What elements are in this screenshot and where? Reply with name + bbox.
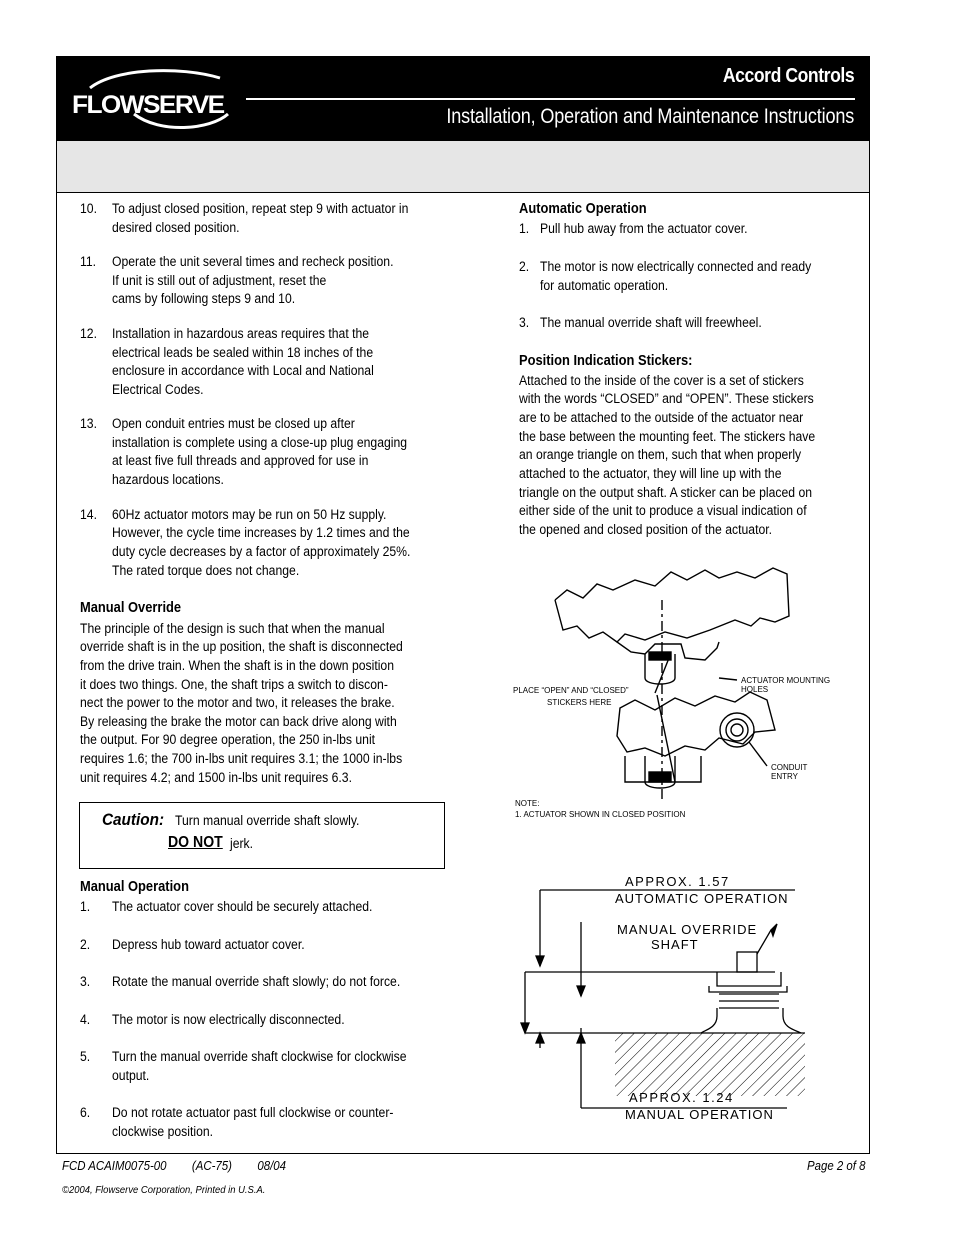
do-not-text: jerk.	[230, 836, 254, 852]
place-stickers-label: PLACE “OPEN” AND “CLOSED”	[513, 686, 629, 695]
approx-manual-label: APPROX. 1.24	[629, 1090, 734, 1105]
step-number: 6.	[80, 1105, 91, 1121]
paragraph-line: By releasing the brake the motor can back drive along with	[80, 714, 397, 730]
step-text: for automatic operation.	[540, 278, 669, 294]
paragraph-line: override shaft is in the up position, the shaft is disconnected	[80, 639, 403, 655]
figure-note-text: 1. ACTUATOR SHOWN IN CLOSED POSITION	[515, 810, 686, 819]
step-number: 2.	[519, 259, 530, 275]
step-text: hazardous locations.	[112, 472, 224, 488]
step-number: 2.	[80, 937, 91, 953]
logo-text: FLOWSERVE	[72, 91, 224, 119]
step-text: Operate the unit several times and recheck position.	[112, 254, 394, 270]
header-subtitle: Installation, Operation and Maintenance Instructions	[446, 105, 854, 128]
paragraph-line: triangle on the output shaft. A sticker can be placed on	[519, 485, 813, 501]
paragraph-line: the base between the mounting feet. The stickers have	[519, 429, 816, 445]
step-text: electrical leads be sealed within 18 inches of the	[112, 345, 374, 361]
caution-box	[79, 802, 445, 869]
step-number: 12.	[80, 326, 97, 342]
step-text: If unit is still out of adjustment, reset the	[112, 273, 327, 289]
step-text: enclosure in accordance with Local and National	[112, 363, 374, 379]
header-divider	[246, 98, 855, 100]
automatic-operation-label: AUTOMATIC OPERATION	[615, 891, 789, 906]
conduit-entry-label: CONDUIT	[771, 763, 808, 772]
paragraph-line: the opened and closed position of the actuator.	[519, 522, 773, 538]
flowserve-logo	[70, 64, 242, 134]
step-number: 10.	[80, 201, 97, 217]
section-heading: Manual Override	[80, 599, 182, 616]
shaft-dimension-figure	[505, 868, 825, 1130]
step-text: 60Hz actuator motors may be run on 50 Hz supply.	[112, 507, 387, 523]
footer-document-id: FCD ACAIM0075-00 (AC-75) 08/04	[62, 1158, 287, 1173]
conduit-entry-label-2: ENTRY	[771, 772, 798, 781]
paragraph-line: attached to the actuator, they will line up with the	[519, 466, 782, 482]
step-text: To adjust closed position, repeat step 9 with actuator in	[112, 201, 409, 217]
manual-override-shaft-label-2: SHAFT	[651, 937, 699, 952]
sticker-placement-figure	[505, 560, 865, 825]
step-number: 13.	[80, 416, 97, 432]
footer-page-number: Page 2 of 8	[806, 1158, 865, 1173]
section-heading: Automatic Operation	[519, 200, 647, 217]
step-text: Electrical Codes.	[112, 382, 204, 398]
paragraph-line: are to be attached to the outside of the actuator near	[519, 410, 804, 426]
step-text: clockwise position.	[112, 1124, 214, 1140]
paragraph-line: from the drive train. When the shaft is in the down position	[80, 658, 395, 674]
manual-override-shaft-label: MANUAL OVERRIDE	[617, 922, 758, 937]
step-text: Depress hub toward actuator cover.	[112, 937, 305, 953]
step-text: at least five full threads and approved for use in	[112, 453, 369, 469]
step-number: 1.	[519, 221, 530, 237]
manual-operation-label: MANUAL OPERATION	[625, 1107, 774, 1122]
mounting-holes-label-2: HOLES	[741, 685, 769, 694]
paragraph-line: it does two things. One, the shaft trips a switch to discon-	[80, 677, 388, 693]
step-text: The motor is now electrically connected and ready	[540, 259, 812, 275]
paragraph-line: nect the power to the motor and two, it releases the brake.	[80, 695, 395, 711]
step-text: However, the cycle time increases by 1.2 times and the	[112, 525, 410, 541]
do-not-label: DO NOT	[168, 834, 223, 851]
step-number: 3.	[519, 315, 530, 331]
paragraph-line: the output. For 90 degree operation, the 250 in-lbs unit	[80, 732, 376, 748]
paragraph-line: Attached to the inside of the cover is a set of stickers	[519, 373, 804, 389]
step-number: 11.	[80, 254, 97, 270]
step-text: Rotate the manual override shaft slowly; do not force.	[112, 974, 401, 990]
mounting-holes-label: ACTUATOR MOUNTING	[741, 676, 831, 685]
section-heading: Manual Operation	[80, 878, 189, 895]
footer-copyright: ©2004, Flowserve Corporation, Printed in U.S.A.	[62, 1184, 266, 1196]
step-text: Do not rotate actuator past full clockwise or counter-	[112, 1105, 394, 1121]
page-header	[56, 56, 870, 141]
header-band	[56, 141, 870, 193]
caution-label: Caution:	[102, 810, 165, 829]
step-text: Pull hub away from the actuator cover.	[540, 221, 748, 237]
approx-auto-label: APPROX. 1.57	[625, 874, 730, 889]
step-text: The rated torque does not change.	[112, 563, 300, 579]
place-stickers-label-2: STICKERS HERE	[547, 698, 612, 707]
section-heading: Position Indication Stickers:	[519, 352, 693, 369]
step-text: The manual override shaft will freewheel.	[540, 315, 762, 331]
step-text: Turn the manual override shaft clockwise for clockwise	[112, 1049, 407, 1065]
step-number: 5.	[80, 1049, 91, 1065]
step-text: duty cycle decreases by a factor of approximately 25%.	[112, 544, 411, 560]
step-text: Open conduit entries must be closed up after	[112, 416, 355, 432]
step-number: 3.	[80, 974, 91, 990]
paragraph-line: either side of the unit to produce a visual indication of	[519, 503, 807, 519]
paragraph-line: unit requires 4.2; and 1500 in-lbs unit requires 6.3.	[80, 770, 352, 786]
step-text: The actuator cover should be securely attached.	[112, 899, 373, 915]
step-text: installation is complete using a close-up plug engaging	[112, 435, 408, 451]
step-text: Installation in hazardous areas requires that the	[112, 326, 370, 342]
paragraph-line: an orange triangle on them, such that when properly	[519, 447, 802, 463]
figure-note-label: NOTE:	[515, 799, 540, 808]
step-number: 14.	[80, 507, 97, 523]
step-text: output.	[112, 1068, 150, 1084]
header-title: Accord Controls	[722, 65, 854, 87]
paragraph-line: The principle of the design is such that when the manual	[80, 621, 385, 637]
paragraph-line: with the words “CLOSED” and “OPEN”. These stickers	[519, 391, 814, 407]
step-text: cams by following steps 9 and 10.	[112, 291, 296, 307]
step-number: 1.	[80, 899, 91, 915]
caution-text: Turn manual override shaft slowly.	[175, 813, 360, 829]
step-text: desired closed position.	[112, 220, 240, 236]
paragraph-line: requires 1.6; the 700 in-lbs unit requires 3.1; the 1000 in-lbs	[80, 751, 403, 767]
step-text: The motor is now electrically disconnected.	[112, 1012, 345, 1028]
step-number: 4.	[80, 1012, 91, 1028]
